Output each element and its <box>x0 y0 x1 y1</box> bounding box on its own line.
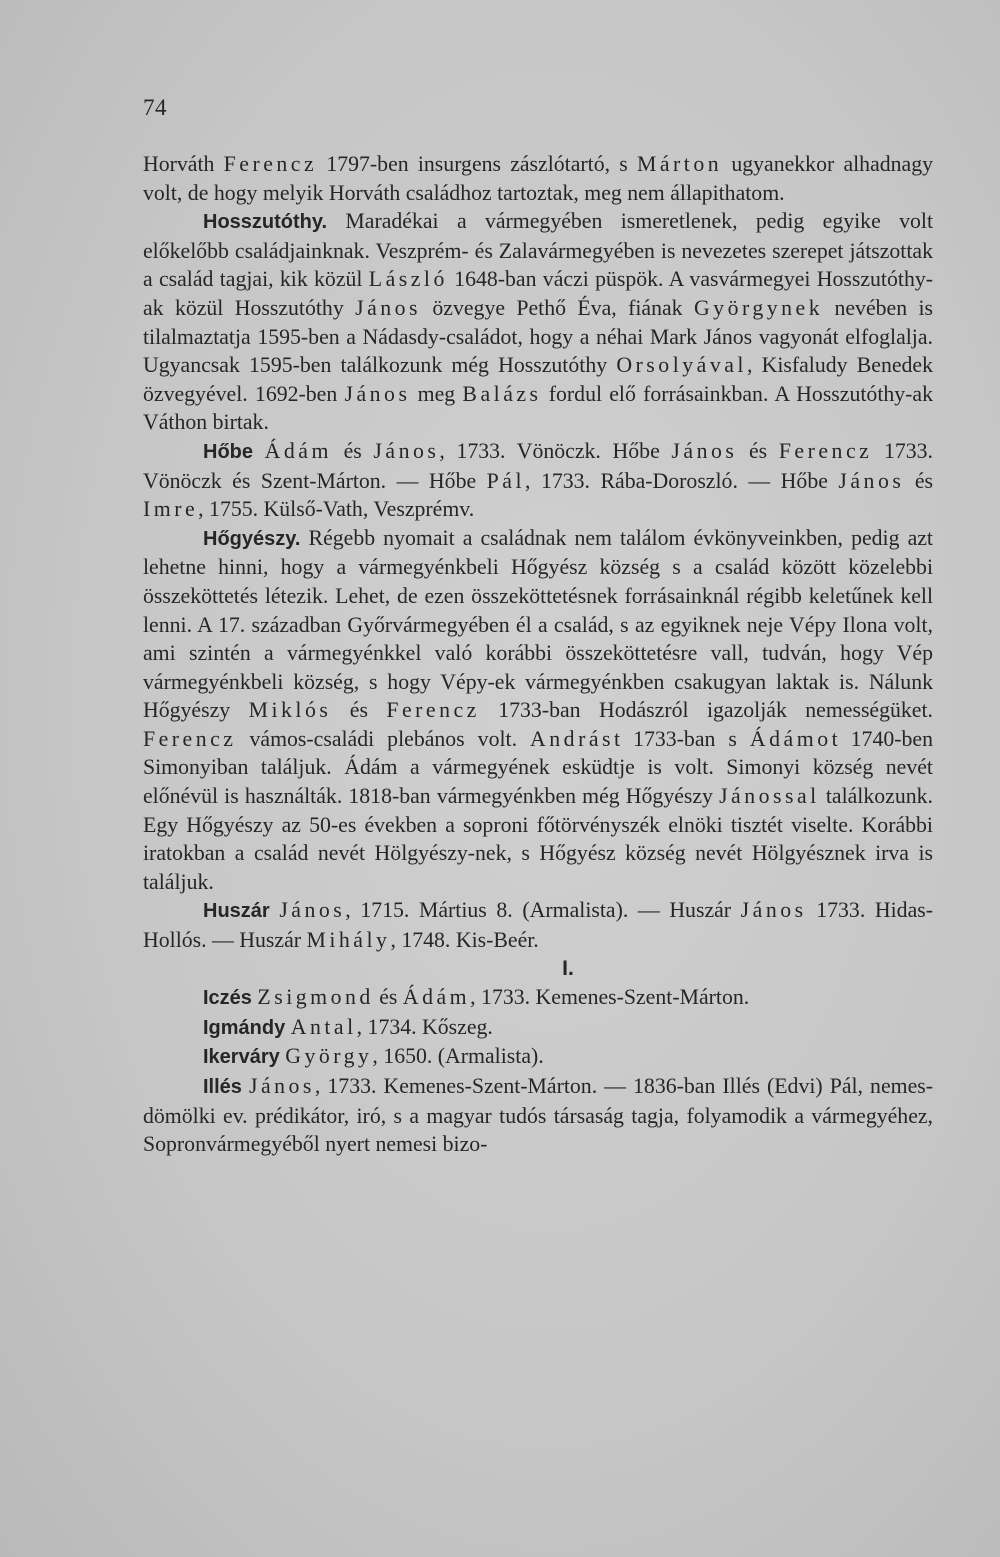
entry-heading: Huszár <box>203 900 270 923</box>
entry-heading: Igmándy <box>203 1016 286 1039</box>
entry-heading: Hőgyészy. <box>203 527 301 550</box>
entry-illes: Illés János, 1733. Kemenes-Szent-Márton. — 1836-ban Illés (Edvi) Pál, nemes-dömölki ev. prédikátor, iró, s a magyar tudós társaság tagja, folyamodik a vármegyéhez, Sopronvármegyéből nyert nemesi bizo- <box>143 1074 933 1157</box>
entry-huszar: Huszár János, 1715. Mártius 8. (Armalista). — Huszár János 1733. Hidas-Hollós. — Huszár Mihály, 1748. Kis-Beér. <box>143 898 933 953</box>
entry-heading: Ikerváry <box>203 1046 280 1069</box>
entry-igmandy: Igmándy Antal, 1734. Kőszeg. <box>203 1014 493 1039</box>
entry-heading: Hosszutóthy. <box>203 211 328 234</box>
section-letter-heading: I. <box>562 956 574 980</box>
entry-heading: Iczés <box>203 987 252 1010</box>
entry-hosszutothy: Hosszutóthy. Maradékai a vármegyében ismeretlenek, pedig egyike volt előkelőbb családjainknak. Veszprém- és Zalavármegyében is nevezetes szerepet játszottak a család tagjai, kik közül László 1648-ban váczi püspök. A vasvármegyei Hosszutóthy-ak közül Hosszutóthy János özvegye Pethő Éva, fiának Györgynek nevében is tilalmaztatja 1595-ben a Nádasdy-családot, hogy a néhai Mark János vagyonát elfoglalja. Ugyancsak 1595-ben találkozunk még Hosszutóthy Orsolyával, Kisfaludy Benedek özvegyével. 1692-ben János meg Balázs fordul elő forrásainkban. A Hosszutóthy-ak Váthon birtak. <box>143 209 934 435</box>
entry-heading: Illés <box>203 1076 242 1098</box>
entry-heading: Hőbe <box>203 440 253 463</box>
entry-iczes: Iczés Zsigmond és Ádám, 1733. Kemenes-Szent-Márton. <box>203 985 750 1010</box>
entry-ikervary: Ikerváry György, 1650. (Armalista). <box>203 1044 544 1069</box>
entry-hobe: Hőbe Ádám és János, 1733. Vönöczk. Hőbe János és Ferencz 1733. Vönöczk és Szent-Márton. — Hőbe Pál, 1733. Rába-Doroszló. — Hőbe János és Imre, 1755. Külső-Vath, Veszprémv. <box>143 438 933 522</box>
entry-hogyeszy: Hőgyészy. Régebb nyomait a családnak nem találom évkönyveinkben, pedig azt lehetne hinni, hogy a vármegyénkbeli Hőgyész község s a család között közelebbi összeköttetés létezik. Lehet, de ezen összeköttetésnek forrásainknál régibb keletűnek kell lenni. A 17. században Győrvármegyében él a család, s az egyiknek neje Vépy Ilona volt, ami szintén a vármegyénkkel való korábbi összeköttetésre vall, tudván, hogy Vép vármegyénkbeli község, s hogy Vépy-ek vármegyénkben csakugyan laktak is. Nálunk Hőgyészy Miklós és Ferencz 1733-ban Hodászról igazolják nemességüket. Ferencz vámos-családi plebános volt. Andrást 1733-ban s Ádámot 1740-ben Simonyiban találjuk. Ádám a vármegyének esküdtje is volt. Simonyi község nevét előnévül is használták. 1818-ban vármegyénkben még Hőgyészy Jánossal találkozunk. Egy Hőgyészy az 50-es években a soproni főtörvényszék elnöki tisztét viselte. Korábbi iratokban a család nevét Hölgyészy-nek, s Hőgyész község nevét Hölgyésznek irva is találjuk. <box>143 525 933 894</box>
paragraph-horvath-continuation: Horváth Ferencz 1797-ben insurgens zászlótartó, s Márton ugyanekkor alhadnagy volt, de hogy melyik Horváth családhoz tartoztak, meg nem állapithatom. <box>143 152 934 205</box>
page-number: 74 <box>143 95 167 120</box>
body-text <box>143 150 933 1159</box>
